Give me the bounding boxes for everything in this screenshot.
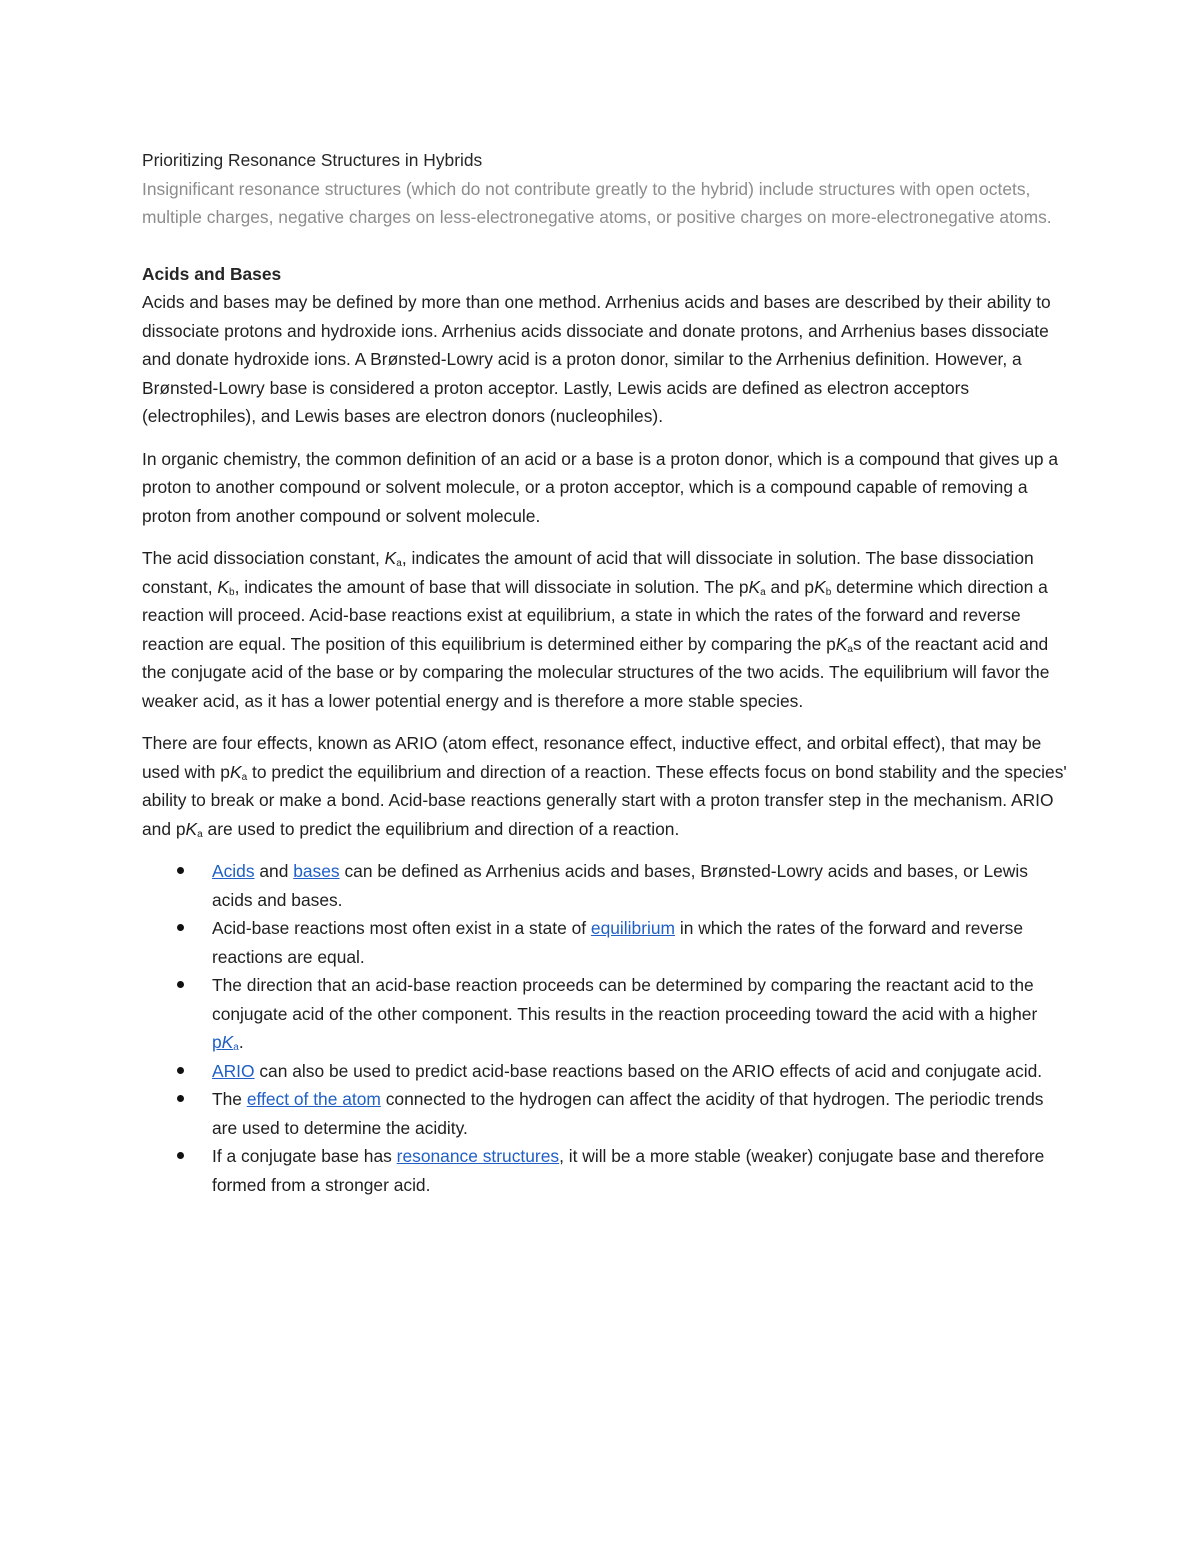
bullet-icon <box>177 1095 184 1102</box>
ka-subscript: a <box>396 558 402 569</box>
link-pka-p: p <box>212 1032 222 1052</box>
link-equilibrium[interactable]: equilibrium <box>590 918 676 938</box>
text-fragment: connected to the hydrogen can affect the acidity of that hydrogen. The periodic trends are used to determine the acidity. <box>212 1089 1044 1138</box>
text-fragment: to predict the equilibrium and direction of a reaction. These effects focus on bond stability and the species' ability to break or make a bond. Acid-base reactions generally start with a proton transfer step in the mechanism. ARIO and p <box>142 761 1067 839</box>
text-fragment: can be defined as Arrhenius acids and bases, Brønsted-Lowry acids and bases, or Lewis acids and bases. <box>212 861 1028 910</box>
document-page <box>142 146 1067 1199</box>
pka-subscript: a <box>760 586 766 598</box>
bullet-icon <box>177 1152 184 1159</box>
pkas-subscript: a <box>847 643 853 655</box>
text-fragment: , indicates the amount of base that will dissociate in solution. The p <box>234 576 749 597</box>
text-fragment: There are four effects, known as ARIO (atom effect, resonance effect, inductive effect, and orbital effect), that may be used with p <box>142 733 1042 782</box>
text-fragment: , indicates the amount of acid that will dissociate in solution. The base dissociation constant, <box>142 548 1034 597</box>
paragraph-organic-definition: In organic chemistry, the common definition of an acid or a base is a proton donor, which is a compound that gives up a proton to another compound or solvent molecule, or a proton acceptor, which is a compound capable of removing a proton from another compound or solvent molecule. <box>142 448 1059 526</box>
pkas-symbol: K <box>835 633 848 654</box>
text-fragment: The acid dissociation constant, <box>142 548 385 568</box>
summary-bullet-list <box>142 857 1067 1199</box>
paragraph-definitions: Acids and bases may be defined by more than one method. Arrhenius acids and bases are described by their ability to dissociate protons and hydroxide ions. Arrhenius acids dissociate and donate protons, and Arrhenius bases dissociate and donate hydroxide ions. A Brønsted-Lowry acid is a proton donor, similar to the Arrhenius definition. However, a Brønsted-Lowry base is considered a proton acceptor. Lastly, Lewis acids are defined as electron acceptors (electrophiles), and Lewis bases are electron donors (nucleophiles). <box>142 292 1051 426</box>
link-pka-subscript: a <box>233 1042 239 1053</box>
bullet-icon <box>177 1067 184 1074</box>
bullet-icon <box>177 981 184 988</box>
kb-symbol: K <box>217 576 230 597</box>
link-acids[interactable]: Acids <box>212 861 255 881</box>
bullet-icon <box>177 924 184 931</box>
list-item <box>212 1057 1067 1086</box>
list-item <box>212 971 1067 1057</box>
list-item <box>212 1085 1067 1142</box>
section-title-acids-bases: Acids and Bases <box>142 263 282 284</box>
text-fragment: s of the reactant acid and the conjugate acid of the base or by comparing the molecular structures of the two acids. The equilibrium will favor the weaker acid, as it has a lower potential energy and is therefore a more stable species. <box>142 633 1050 711</box>
link-pka[interactable] <box>212 1032 239 1052</box>
pka-subscript: a <box>197 828 203 840</box>
pka-symbol: K <box>185 818 198 839</box>
text-fragment: determine which direction a reaction will proceed. Acid-base reactions exist at equilibrium, a state in which the rates of the forward and reverse reaction are equal. The position of this equilibrium is determined either by comparing the p <box>142 576 1048 654</box>
list-item <box>212 857 1067 914</box>
list-item <box>212 1142 1067 1199</box>
kb-subscript: b <box>229 586 235 598</box>
paragraph-ario <box>142 729 1067 843</box>
text-fragment: The <box>212 1089 247 1109</box>
text-fragment: , it will be a more stable (weaker) conjugate base and therefore formed from a stronger acid. <box>212 1146 1045 1195</box>
pka-symbol: K <box>748 576 761 597</box>
link-effect-of-the-atom[interactable]: effect of the atom <box>246 1089 381 1109</box>
link-resonance-structures[interactable]: resonance structures <box>396 1146 560 1166</box>
link-ario[interactable]: ARIO <box>212 1060 255 1081</box>
text-fragment: and <box>254 861 294 881</box>
text-fragment: are used to predict the equilibrium and direction of a reaction. <box>202 818 680 839</box>
text-fragment: can also be used to predict acid-base reactions based on the ARIO effects of acid and conjugate acid. <box>254 1060 1043 1081</box>
page-title: Prioritizing Resonance Structures in Hybrids <box>142 150 483 170</box>
text-fragment: If a conjugate base has <box>212 1146 397 1166</box>
list-item <box>212 914 1067 971</box>
pka-subscript: a <box>241 771 248 783</box>
link-bases[interactable]: bases <box>293 861 340 881</box>
text-fragment: in which the rates of the forward and reverse reactions are equal. <box>212 918 1024 967</box>
text-fragment: and p <box>765 576 815 597</box>
paragraph-dissociation-constants <box>142 544 1067 715</box>
ka-symbol: K <box>384 548 397 568</box>
bullet-icon <box>177 867 184 874</box>
text-fragment: The direction that an acid-base reaction proceeds can be determined by comparing the reactant acid to the conjugate acid of the other component. This results in the reaction proceeding toward the acid with a higher <box>212 975 1038 1024</box>
pkb-symbol: K <box>814 576 826 597</box>
text-fragment: Acid-base reactions most often exist in a state of <box>212 918 591 938</box>
pkb-subscript: b <box>825 586 832 598</box>
pka-symbol: K <box>229 761 242 782</box>
link-pka-k: K <box>221 1032 234 1052</box>
text-fragment: . <box>238 1032 244 1052</box>
resonance-summary: Insignificant resonance structures (which do not contribute greatly to the hybrid) include structures with open octets, multiple charges, negative charges on less-electronegative atoms, or positive charges on more-electronegative atoms. <box>142 178 1052 227</box>
